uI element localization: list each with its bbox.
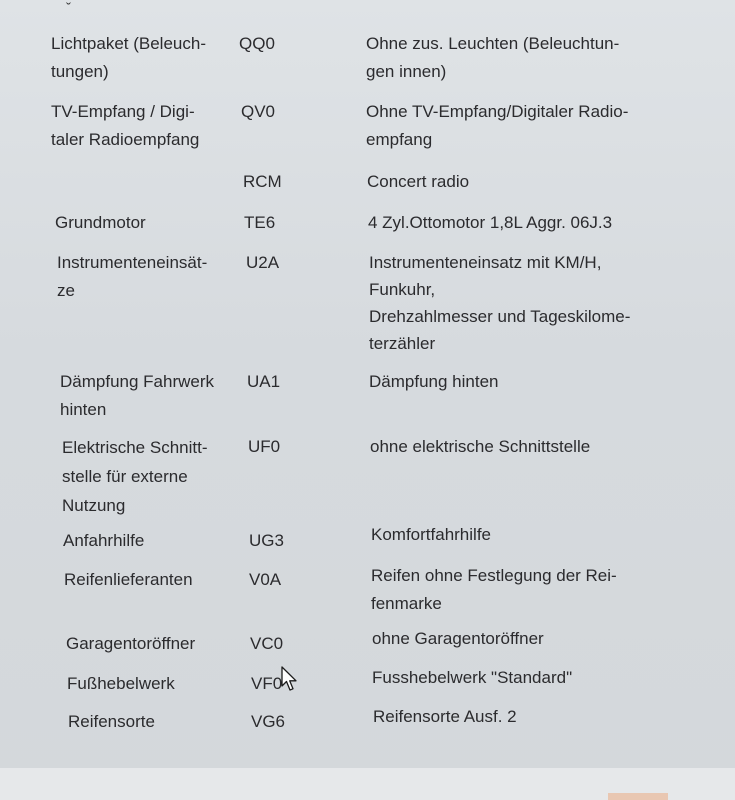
equipment-name: Reifensorte bbox=[68, 712, 155, 731]
equipment-code: QV0 bbox=[241, 102, 276, 121]
equipment-description: Dämpfung hinten bbox=[369, 372, 499, 391]
equipment-code: UG3 bbox=[249, 531, 284, 550]
equipment-description: Ohne TV-Empfang/Digitaler Radio- empfang bbox=[366, 102, 629, 149]
equipment-code: U2A bbox=[246, 253, 280, 272]
equipment-name: Elektrische Schnitt- stelle für externe Nutzung bbox=[62, 438, 208, 515]
equipment-name: Instrumenteneinsät- ze bbox=[57, 253, 208, 300]
equipment-code: UA1 bbox=[247, 372, 281, 391]
equipment-name: Fußhebelwerk bbox=[67, 674, 175, 693]
equipment-description: ohne elektrische Schnittstelle bbox=[370, 437, 591, 456]
equipment-code: V0A bbox=[249, 570, 282, 589]
equipment-name: Garagentoröffner bbox=[66, 634, 196, 653]
equipment-description: Instrumenteneinsatz mit KM/H, Funkuhr, Drehzahlmesser und Tageskilome- terzähler bbox=[369, 253, 631, 353]
equipment-description: Fusshebelwerk "Standard" bbox=[372, 668, 573, 687]
equipment-code: TE6 bbox=[244, 213, 276, 232]
equipment-description: ohne Garagentoröffner bbox=[372, 629, 544, 648]
bottom-accent bbox=[608, 793, 668, 800]
equipment-name: TV-Empfang / Digi- taler Radioempfang bbox=[51, 102, 200, 149]
equipment-code: VG6 bbox=[251, 712, 286, 731]
equipment-name: Reifenlieferanten bbox=[64, 570, 193, 589]
equipment-description: Concert radio bbox=[367, 172, 470, 191]
equipment-name: Lichtpaket (Beleuch- tungen) bbox=[51, 34, 206, 81]
top-mark: ˇ bbox=[66, 0, 71, 17]
equipment-description: Ohne zus. Leuchten (Beleuchtun- gen innen) bbox=[366, 34, 620, 81]
equipment-code: VC0 bbox=[250, 634, 284, 653]
equipment-description: Komfortfahrhilfe bbox=[371, 525, 491, 544]
equipment-name: Dämpfung Fahrwerk hinten bbox=[60, 372, 215, 419]
equipment-description: 4 Zyl.Ottomotor 1,8L Aggr. 06J.3 bbox=[368, 213, 613, 232]
equipment-code: VF0 bbox=[251, 674, 283, 693]
equipment-code: QQ0 bbox=[239, 34, 275, 53]
equipment-code: RCM bbox=[243, 172, 282, 191]
equipment-description: Reifen ohne Festlegung der Rei- fenmarke bbox=[371, 566, 617, 613]
equipment-name: Anfahrhilfe bbox=[63, 531, 145, 550]
equipment-name: Grundmotor bbox=[55, 213, 146, 232]
equipment-description: Reifensorte Ausf. 2 bbox=[373, 707, 517, 726]
equipment-code: UF0 bbox=[248, 437, 281, 456]
mouse-pointer-icon bbox=[280, 666, 298, 692]
